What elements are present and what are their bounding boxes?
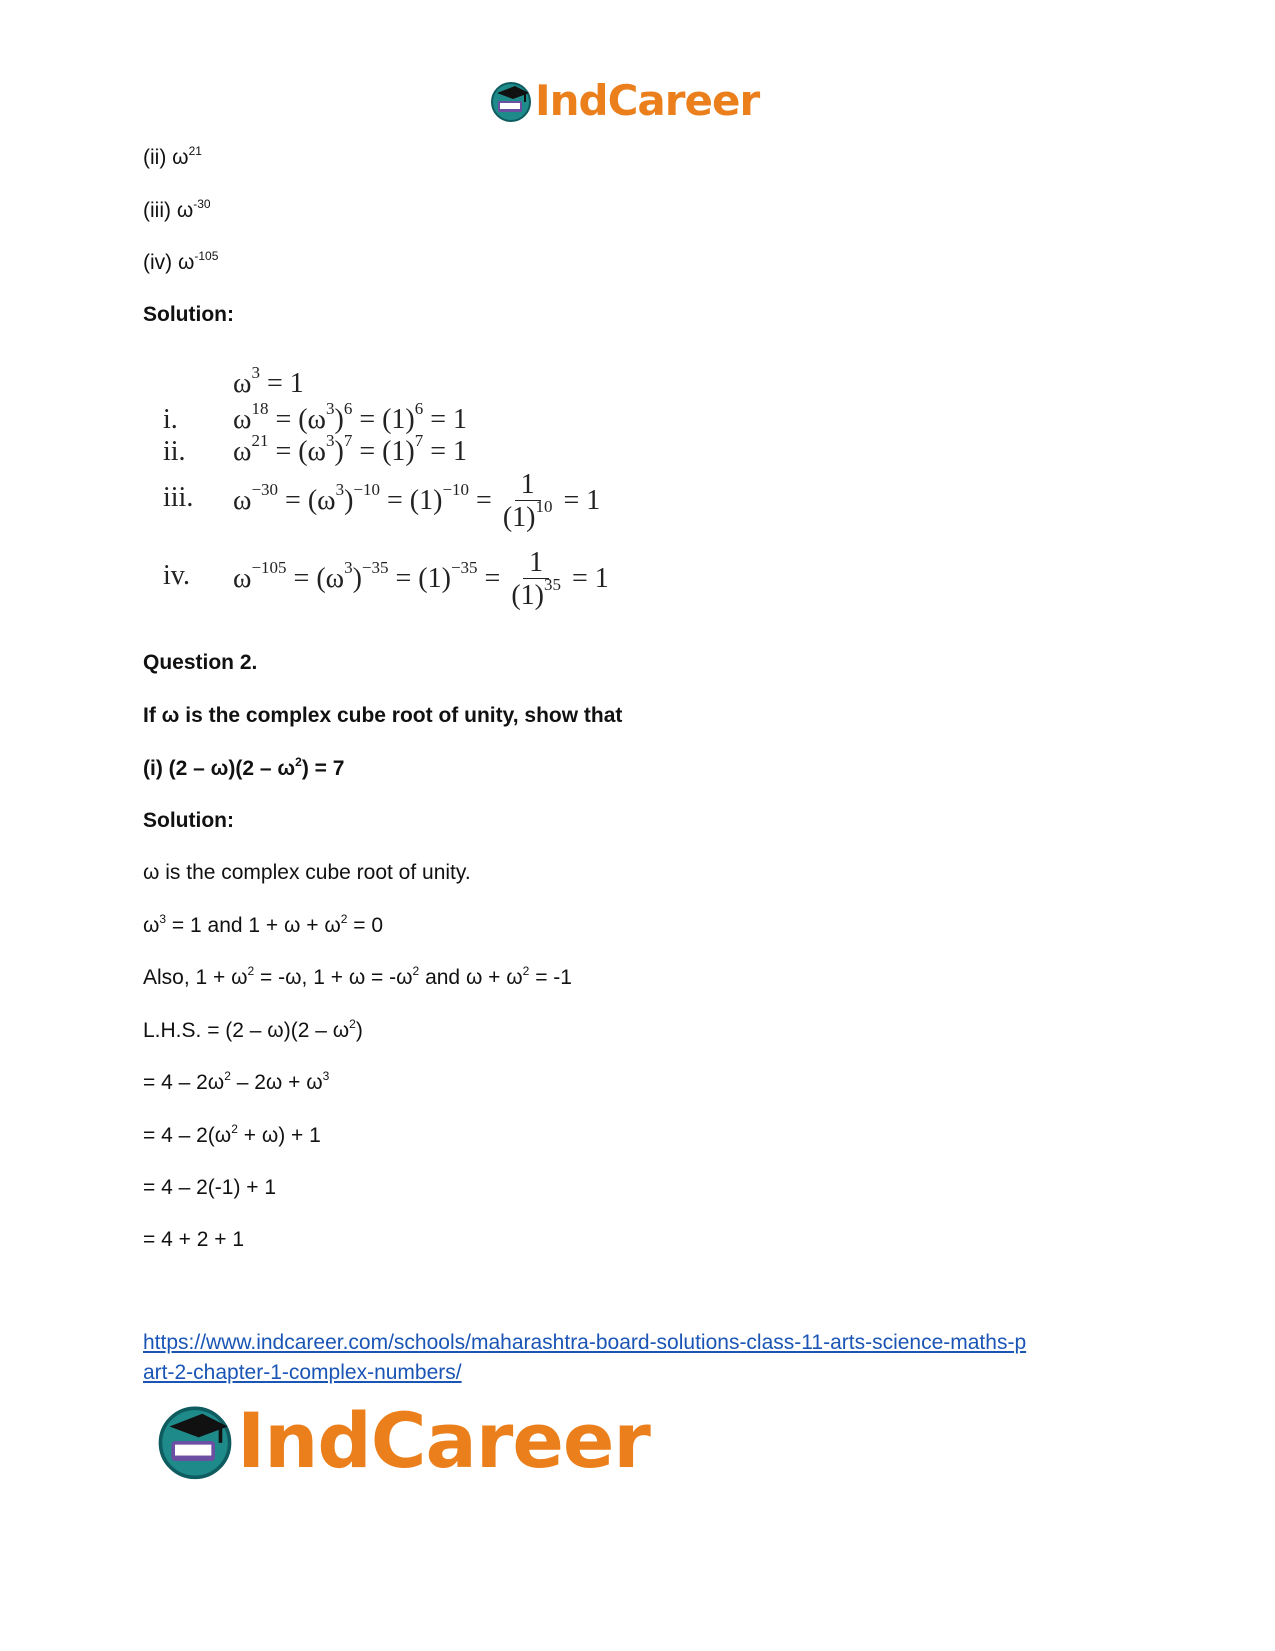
solution-line: = 4 – 2(-1) + 1 (143, 1176, 277, 1199)
solution-line: Also, $1 + \omega^2 = -\omega$, $1 + \omega = -\omega^2$ and $\omega + \omega^2 = -1$ (143, 964, 572, 989)
brand-name: IndCareer (237, 1396, 650, 1485)
item-ii: (ii) $\omega^{21}$ (143, 144, 202, 169)
graduation-cap-book-globe-icon (489, 79, 533, 123)
item-iii: (iii) $\omega^{-30}$ (143, 197, 211, 222)
solution-heading-1: Solution: (143, 303, 234, 326)
item-iv: (iv) $\omega^{-105}$ (143, 249, 219, 274)
solution-line: $\omega^3 = 1$ and $1 + \omega + \omega^2 = 0$ (143, 912, 384, 937)
solution-line: = $4 - 2(\omega^2 + \omega) + 1$ (143, 1122, 321, 1147)
math-given: $\omega^3 = 1$ (233, 363, 304, 399)
footer-logo (155, 1396, 650, 1485)
math-row: iii. $\omega^{-30} = (\omega^3)^{-10} = (1)^{-10}$ = $\frac{1}{(1)^{10}}$ = 1 (163, 469, 601, 533)
brand-name: IndCareer (535, 76, 760, 125)
solution-heading-2: Solution: (143, 809, 234, 832)
math-row: iv. $\omega^{-105} = (\omega^3)^{-35} = (1)^{-35}$ = $\frac{1}{(1)^{35}}$ = 1 (163, 547, 609, 611)
question-statement: If ω is the complex cube root of unity, show that (143, 704, 623, 727)
solution-line: ω is the complex cube root of unity. (143, 861, 471, 884)
graduation-cap-book-globe-icon (155, 1401, 235, 1481)
question-part-i: (i) $(2 - \omega)(2 - \omega^2) = 7$ (143, 755, 345, 780)
math-solution-block: $\omega^3 = 1$ i. $\omega^{18} = (\omega^3)^6 = (1)^6 = 1$ ii. $\omega^{21} = (\omega^3)^7 = (1)^7 = 1$ iii. $\omega^{-30} = (\omega^3)^{-10} = (1)^{-10}$ = $\frac{1}{(1)^{10}}$ = 1 iv. $\omega^{-105} = (\omega^3)^{-35} = (1)^{-35}$ = $\frac{1}{(1)^{35}}$ = 1 (0, 0, 1275, 1)
solution-line: = $4 - 2\omega^2 - 2\omega + \omega^3$ (143, 1069, 330, 1094)
fraction: $\frac{1}{(1)^{10}}$ (502, 469, 553, 533)
question-heading: Question 2. (143, 651, 258, 674)
solution-line: = 4 + 2 + 1 (143, 1228, 245, 1251)
source-link[interactable]: https://www.indcareer.com/schools/maharashtra-board-solutions-class-11-arts-science-maths-p art-2-chapter-1-complex-numbers/ (143, 1331, 1027, 1384)
fraction: $\frac{1}{(1)^{35}}$ (511, 547, 561, 611)
header-logo (489, 76, 759, 125)
solution-line: L.H.S. = $(2 - \omega)(2 - \omega^2)$ (143, 1017, 363, 1042)
